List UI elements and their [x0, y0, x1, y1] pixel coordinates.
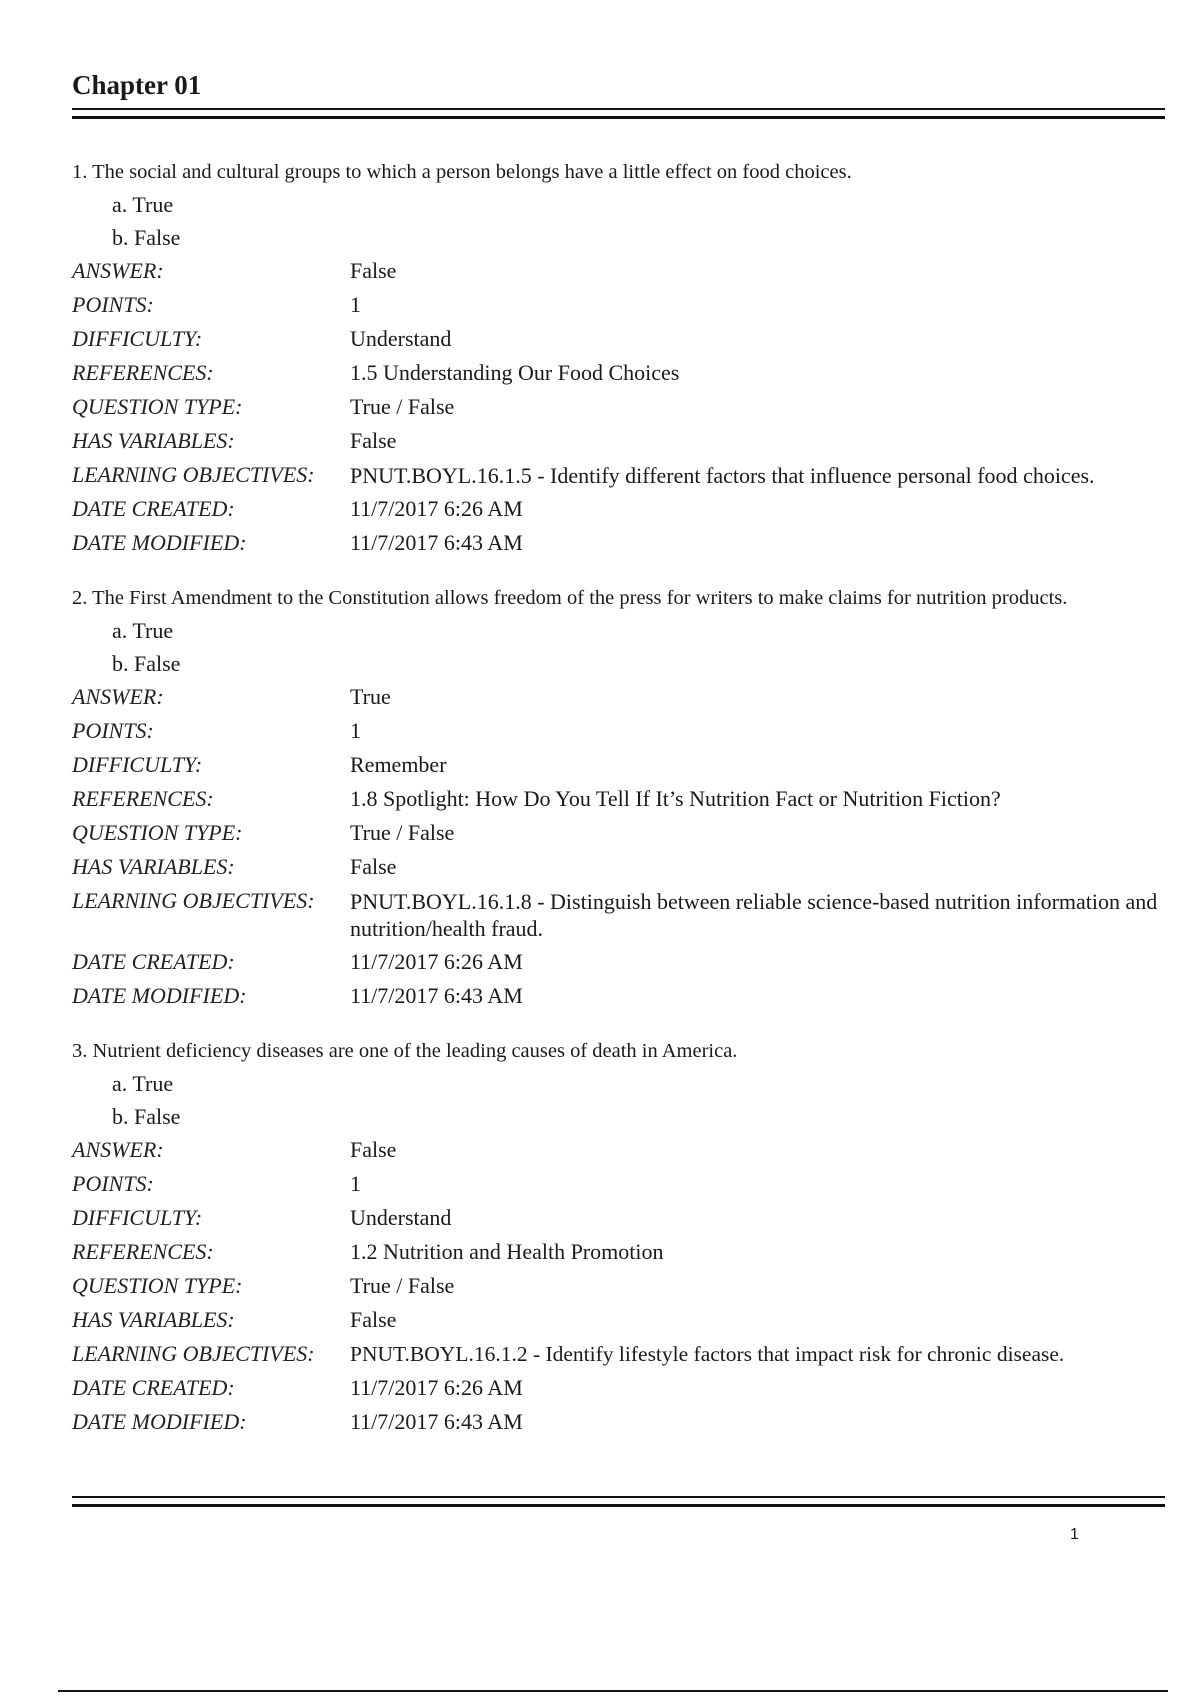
meta-label: HAS VARIABLES:	[72, 854, 235, 879]
meta-label: DATE CREATED:	[72, 496, 235, 521]
header-double-rule	[72, 108, 1165, 119]
meta-question-type	[72, 816, 1172, 850]
meta-value: Understand	[350, 326, 452, 351]
meta-label: DIFFICULTY:	[72, 326, 203, 351]
question-1	[72, 156, 1172, 560]
meta-value: False	[350, 1307, 397, 1332]
meta-label: HAS VARIABLES:	[72, 428, 235, 453]
question-2	[72, 582, 1172, 1013]
meta-label: LEARNING OBJECTIVES:	[72, 1341, 315, 1366]
meta-label: POINTS:	[72, 292, 154, 317]
meta-value: True / False	[350, 1273, 455, 1298]
meta-label: REFERENCES:	[72, 360, 214, 385]
meta-date-created	[72, 1371, 1172, 1405]
meta-difficulty	[72, 748, 1172, 782]
meta-value: PNUT.BOYL.16.1.5 - Identify different factors that influence personal food choices.	[350, 463, 1095, 488]
choice-b: b. False	[112, 651, 181, 676]
meta-question-type	[72, 1269, 1172, 1303]
meta-references	[72, 782, 1172, 816]
meta-value: 1	[350, 1171, 361, 1196]
meta-label: REFERENCES:	[72, 786, 214, 811]
meta-references	[72, 1235, 1172, 1269]
meta-value: False	[350, 854, 397, 879]
meta-value: PNUT.BOYL.16.1.2 - Identify lifestyle factors that impact risk for chronic disease.	[350, 1342, 1065, 1366]
choice-a: a. True	[112, 192, 174, 217]
chapter-title: Chapter 01	[72, 70, 202, 100]
meta-value: False	[350, 1137, 397, 1162]
question-list	[72, 156, 1172, 1461]
question-stem: 3. Nutrient deficiency diseases are one of the leading causes of death in America.	[72, 1040, 738, 1062]
meta-date-created	[72, 945, 1172, 979]
meta-learning-objectives	[72, 1337, 1172, 1371]
meta-label: DATE MODIFIED:	[72, 983, 247, 1008]
meta-label: DIFFICULTY:	[72, 752, 203, 777]
meta-label: QUESTION TYPE:	[72, 1273, 243, 1298]
meta-value: Remember	[350, 752, 447, 777]
meta-has-variables	[72, 424, 1172, 458]
meta-label: POINTS:	[72, 718, 154, 743]
meta-date-modified	[72, 979, 1172, 1013]
meta-label: ANSWER:	[72, 1137, 164, 1162]
choice-a: a. True	[112, 618, 174, 643]
choice-b: b. False	[112, 225, 181, 250]
choice-b: b. False	[112, 1104, 181, 1129]
meta-difficulty	[72, 322, 1172, 356]
question-3	[72, 1035, 1172, 1439]
meta-label: DATE MODIFIED:	[72, 530, 247, 555]
meta-value: 11/7/2017 6:43 AM	[350, 1409, 523, 1434]
meta-value: 11/7/2017 6:43 AM	[350, 983, 523, 1008]
meta-label: QUESTION TYPE:	[72, 820, 243, 845]
meta-points	[72, 714, 1172, 748]
meta-value: True	[350, 684, 391, 709]
meta-label: REFERENCES:	[72, 1239, 214, 1264]
meta-value: 11/7/2017 6:26 AM	[350, 949, 523, 974]
meta-date-modified	[72, 1405, 1172, 1439]
meta-label: DATE MODIFIED:	[72, 1409, 247, 1434]
meta-value: 11/7/2017 6:26 AM	[350, 496, 523, 521]
meta-label: DATE CREATED:	[72, 949, 235, 974]
meta-value: True / False	[350, 394, 455, 419]
meta-date-modified	[72, 526, 1172, 560]
meta-answer	[72, 680, 1172, 714]
meta-value: 11/7/2017 6:43 AM	[350, 530, 523, 555]
page-bottom-rule	[58, 1690, 1168, 1692]
question-stem: 1. The social and cultural groups to which a person belongs have a little effect on food choices.	[72, 161, 852, 183]
meta-learning-objectives	[72, 458, 1172, 492]
meta-label: LEARNING OBJECTIVES:	[72, 462, 315, 487]
meta-points	[72, 1167, 1172, 1201]
meta-question-type	[72, 390, 1172, 424]
meta-value: PNUT.BOYL.16.1.8 - Distinguish between reliable science-based nutrition information and nutrition/health fraud.	[350, 889, 1158, 941]
meta-value: 11/7/2017 6:26 AM	[350, 1375, 523, 1400]
meta-date-created	[72, 492, 1172, 526]
meta-label: DIFFICULTY:	[72, 1205, 203, 1230]
meta-value: 1	[350, 292, 361, 317]
meta-label: QUESTION TYPE:	[72, 394, 243, 419]
meta-references	[72, 356, 1172, 390]
meta-label: POINTS:	[72, 1171, 154, 1196]
meta-label: HAS VARIABLES:	[72, 1307, 235, 1332]
meta-value: 1	[350, 718, 361, 743]
meta-value: True / False	[350, 820, 455, 845]
choice-a: a. True	[112, 1071, 174, 1096]
meta-answer	[72, 1133, 1172, 1167]
meta-value: 1.8 Spotlight: How Do You Tell If It’s Nutrition Fact or Nutrition Fiction?	[350, 786, 1001, 811]
meta-label: DATE CREATED:	[72, 1375, 235, 1400]
meta-value: False	[350, 258, 397, 283]
meta-value: 1.5 Understanding Our Food Choices	[350, 360, 680, 385]
meta-learning-objectives	[72, 884, 1172, 945]
meta-has-variables	[72, 850, 1172, 884]
meta-value: 1.2 Nutrition and Health Promotion	[350, 1239, 664, 1264]
meta-points	[72, 288, 1172, 322]
meta-label: LEARNING OBJECTIVES:	[72, 888, 315, 913]
footer-double-rule	[72, 1496, 1165, 1507]
meta-value: Understand	[350, 1205, 452, 1230]
meta-difficulty	[72, 1201, 1172, 1235]
meta-label: ANSWER:	[72, 684, 164, 709]
page-number: 1	[1070, 1526, 1079, 1543]
question-stem: 2. The First Amendment to the Constitution allows freedom of the press for writers to make claims for nutrition products.	[72, 587, 1068, 609]
meta-answer	[72, 254, 1172, 288]
meta-label: ANSWER:	[72, 258, 164, 283]
meta-has-variables	[72, 1303, 1172, 1337]
meta-value: False	[350, 428, 397, 453]
